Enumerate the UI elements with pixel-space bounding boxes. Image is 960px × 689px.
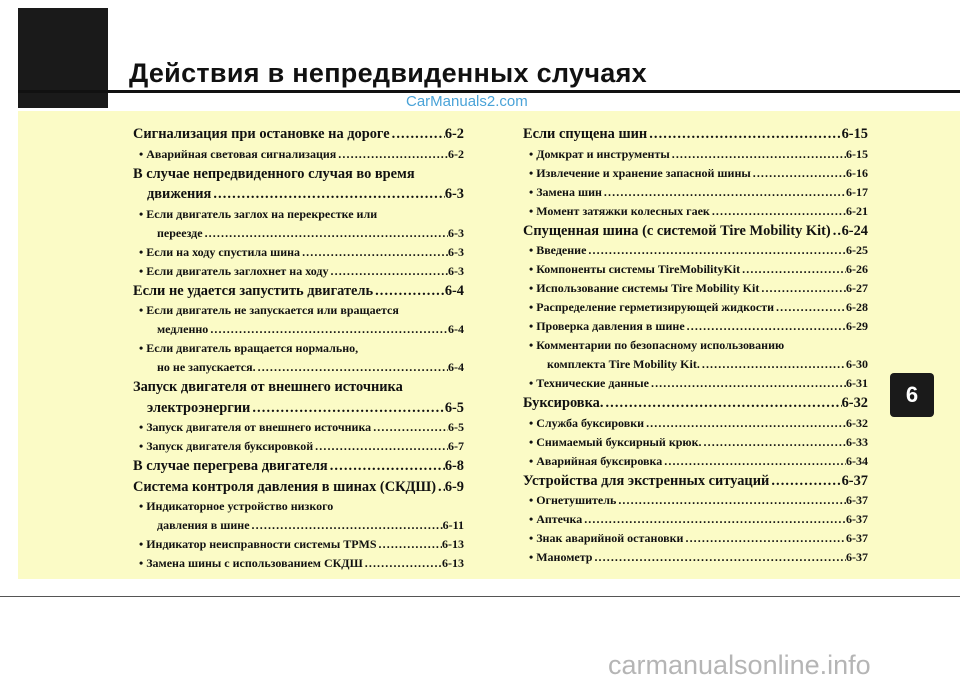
toc-entry-title: • Домкрат и инструменты xyxy=(529,146,670,161)
toc-dot-leader xyxy=(592,548,846,567)
toc-entry-title: • Проверка давления в шине xyxy=(529,319,685,333)
toc-dot-leader xyxy=(649,374,846,393)
toc-entry-title: • Запуск двигателя от внешнего источника xyxy=(139,420,372,434)
toc-entry-title: • Аварийная световая сигнализация xyxy=(139,146,337,161)
toc-page-number: 6-34 xyxy=(846,453,868,468)
watermark-bottom: carmanualsonline.info xyxy=(608,650,871,680)
toc-entry[interactable] xyxy=(523,221,868,242)
toc-entry-title: Запуск двигателя от внешнего источника xyxy=(133,379,403,395)
toc-entry[interactable] xyxy=(523,164,868,183)
toc-entry-title: • Распределение герметизирующей жидкости xyxy=(529,300,775,314)
toc-entry-title: • Комментарии по безопасному использованию xyxy=(529,338,785,352)
toc-entry[interactable] xyxy=(523,260,868,279)
toc-dot-leader xyxy=(740,260,846,279)
toc-page-number: 6-13 xyxy=(442,537,464,551)
toc-entry-title: • Если двигатель заглох на перекрестке или xyxy=(139,206,378,221)
toc-page-number: 6-5 xyxy=(444,399,464,416)
toc-dot-leader xyxy=(300,243,448,262)
toc-page-number: 6-3 xyxy=(448,263,464,278)
toc-page-number: 6-25 xyxy=(846,243,868,257)
toc-dot-leader xyxy=(363,554,442,573)
toc-entry[interactable] xyxy=(523,548,868,567)
header-black-block xyxy=(18,8,108,108)
toc-entry[interactable] xyxy=(523,298,868,317)
toc-dot-leader xyxy=(644,414,846,433)
toc-entry[interactable] xyxy=(523,452,868,471)
toc-entry[interactable] xyxy=(133,477,464,498)
toc-dot-leader xyxy=(208,320,448,339)
toc-dot-leader xyxy=(373,281,445,302)
toc-dot-leader xyxy=(329,262,449,281)
toc-entry-title: В случае непредвиденного случая во время xyxy=(133,165,415,182)
toc-entry[interactable] xyxy=(523,414,868,433)
toc-page-number: 6-26 xyxy=(846,262,868,276)
toc-dot-leader xyxy=(769,471,841,492)
toc-page-number: 6-33 xyxy=(846,434,868,449)
toc-entry[interactable] xyxy=(133,418,464,437)
watermark-top: CarManuals2.com xyxy=(406,93,528,110)
toc-dot-leader xyxy=(759,279,846,298)
toc-entry-title: Буксировка. xyxy=(523,395,604,411)
toc-page-number: 6-27 xyxy=(846,281,868,295)
toc-entry[interactable] xyxy=(133,535,464,554)
toc-right-column xyxy=(523,124,868,567)
toc-dot-leader xyxy=(250,516,443,535)
toc-entry[interactable] xyxy=(133,205,464,224)
toc-entry-title: • Запуск двигателя буксировкой xyxy=(139,439,314,453)
toc-page-number: 6-37 xyxy=(846,493,868,507)
toc-dot-leader xyxy=(616,491,846,510)
toc-page-number: 6-4 xyxy=(448,322,464,336)
toc-dot-leader xyxy=(203,224,448,243)
toc-entry[interactable] xyxy=(133,281,464,302)
toc-entry[interactable] xyxy=(523,355,868,374)
toc-page-number: 6-13 xyxy=(442,556,464,570)
toc-page-number: 6-2 xyxy=(448,146,464,161)
toc-entry-title: переезде xyxy=(157,225,203,240)
toc-entry-title: • Использование системы Tire Mobility Kit xyxy=(529,281,760,295)
toc-page-number: 6-8 xyxy=(444,458,464,474)
toc-entry-title: Устройства для экстренных ситуаций xyxy=(523,472,770,489)
toc-entry-title: • Момент затяжки колесных гаек xyxy=(529,203,710,218)
toc-dot-leader xyxy=(710,202,846,221)
toc-entry[interactable] xyxy=(133,437,464,456)
toc-page-number: 6-15 xyxy=(841,126,868,142)
toc-entry[interactable] xyxy=(133,301,464,320)
toc-entry-title: • Служба буксировки xyxy=(529,415,645,430)
toc-page-number: 6-24 xyxy=(841,222,868,239)
toc-entry[interactable] xyxy=(523,145,868,164)
toc-dot-leader xyxy=(603,393,841,414)
toc-dot-leader xyxy=(211,184,444,205)
toc-entry-title: • Компоненты системы TireMobilityKit xyxy=(529,262,741,276)
toc-page-number: 6-37 xyxy=(846,550,868,564)
toc-dot-leader xyxy=(670,145,846,164)
toc-page-number: 6-37 xyxy=(841,472,868,489)
toc-entry-title: • Если двигатель не запускается или вращается xyxy=(139,303,399,317)
toc-dot-leader xyxy=(647,124,841,145)
toc-entry-title: Если не удается запустить двигатель xyxy=(133,282,374,299)
toc-page-number: 6-15 xyxy=(846,146,868,161)
toc-page-number: 6-31 xyxy=(846,376,868,390)
toc-page-number: 6-16 xyxy=(846,165,868,180)
toc-entry-title: • Технические данные xyxy=(529,376,649,390)
toc-entry-title: • Аптечка xyxy=(529,512,583,526)
toc-entry[interactable] xyxy=(133,164,464,185)
toc-entry-title: • Если двигатель вращается нормально, xyxy=(139,341,359,355)
toc-page-number: 6-9 xyxy=(444,478,464,495)
toc-entry-title: комплекта Tire Mobility Kit. xyxy=(547,357,700,371)
toc-page-number: 6-3 xyxy=(448,244,464,259)
toc-dot-leader xyxy=(700,355,846,374)
toc-entry[interactable] xyxy=(133,377,464,398)
toc-dot-leader xyxy=(831,221,842,242)
toc-entry-title: В случае перегрева двигателя xyxy=(133,458,328,474)
toc-entry[interactable] xyxy=(523,491,868,510)
toc-entry-title: • Огнетушитель xyxy=(529,493,617,507)
toc-dot-leader xyxy=(586,241,846,260)
toc-entry[interactable] xyxy=(133,339,464,358)
toc-entry-title: • Индикаторное устройство низкого xyxy=(139,499,334,513)
toc-entry-title: движения xyxy=(147,186,212,202)
toc-entry[interactable] xyxy=(523,393,868,414)
toc-dot-leader xyxy=(685,317,846,336)
toc-left-column xyxy=(133,124,464,573)
toc-page-number: 6-11 xyxy=(442,518,464,532)
toc-entry[interactable] xyxy=(523,124,868,145)
toc-entry-title: • Если двигатель заглохнет на ходу xyxy=(139,263,329,278)
toc-entry-title: давления в шине xyxy=(157,518,250,532)
toc-page-number: 6-5 xyxy=(448,420,464,434)
toc-page-number: 6-32 xyxy=(846,415,868,430)
toc-entry[interactable] xyxy=(523,529,868,548)
toc-entry-title: • Замена шины с использованием СКДШ xyxy=(139,556,363,570)
toc-entry-title: • Снимаемый буксирный крюк. xyxy=(529,434,702,449)
toc-entry[interactable] xyxy=(133,243,464,262)
toc-dot-leader xyxy=(436,477,445,498)
toc-dot-leader xyxy=(313,437,448,456)
toc-entry[interactable] xyxy=(523,471,868,492)
toc-dot-leader xyxy=(774,298,846,317)
page-title: Действия в непредвиденных случаях xyxy=(129,58,647,88)
toc-entry[interactable] xyxy=(133,184,464,205)
toc-entry-title: • Знак аварийной остановки xyxy=(529,531,684,545)
toc-page-number: 6-17 xyxy=(846,184,868,199)
toc-entry-title: • Аварийная буксировка xyxy=(529,453,663,468)
toc-entry[interactable] xyxy=(133,358,464,377)
toc-entry[interactable] xyxy=(523,183,868,202)
toc-dot-leader xyxy=(683,529,846,548)
toc-dot-leader xyxy=(662,452,846,471)
toc-dot-leader xyxy=(602,183,846,202)
toc-entry-title: • Индикатор неисправности системы TPMS xyxy=(139,537,377,551)
toc-dot-leader xyxy=(250,398,444,419)
toc-page-number: 6-37 xyxy=(846,531,868,545)
toc-page-number: 6-37 xyxy=(846,512,868,526)
toc-dot-leader xyxy=(702,433,846,452)
toc-entry-title: электроэнергии xyxy=(147,399,251,416)
toc-entry[interactable] xyxy=(133,456,464,477)
toc-entry[interactable] xyxy=(523,374,868,393)
toc-entry[interactable] xyxy=(133,516,464,535)
toc-dot-leader xyxy=(751,164,846,183)
toc-entry-title: • Замена шин xyxy=(529,184,602,199)
toc-entry[interactable] xyxy=(133,554,464,573)
toc-page-number: 6-3 xyxy=(444,186,464,202)
toc-page-number: 6-7 xyxy=(448,439,464,453)
toc-page-number: 6-29 xyxy=(846,319,868,333)
toc-entry-title: • Введение xyxy=(529,243,587,257)
toc-entry[interactable] xyxy=(523,202,868,221)
toc-dot-leader xyxy=(377,535,442,554)
toc-entry[interactable] xyxy=(133,320,464,339)
toc-page-number: 6-4 xyxy=(448,360,464,374)
toc-dot-leader xyxy=(256,358,448,377)
toc-entry[interactable] xyxy=(133,145,464,164)
toc-entry-title: • Манометр xyxy=(529,550,593,564)
toc-dot-leader xyxy=(371,418,448,437)
toc-page-number: 6-28 xyxy=(846,300,868,314)
toc-page-number: 6-30 xyxy=(846,357,868,371)
chapter-tab[interactable]: 6 xyxy=(890,373,934,417)
toc-page-number: 6-21 xyxy=(846,203,868,218)
toc-entry-title: но не запускается. xyxy=(157,360,256,374)
toc-page-number: 6-3 xyxy=(448,225,464,240)
toc-entry-title: • Извлечение и хранение запасной шины xyxy=(529,165,751,180)
toc-entry-title: Если спущена шин xyxy=(523,126,648,142)
toc-entry[interactable] xyxy=(523,433,868,452)
toc-page-number: 6-32 xyxy=(841,395,868,411)
toc-entry-title: медленно xyxy=(157,322,209,336)
toc-entry-title: Сигнализация при остановке на дороге xyxy=(133,126,390,142)
bottom-rule xyxy=(0,596,960,597)
toc-entry[interactable] xyxy=(133,497,464,516)
toc-entry[interactable] xyxy=(523,336,868,355)
toc-entry[interactable] xyxy=(133,398,464,419)
toc-entry[interactable] xyxy=(133,124,464,145)
toc-dot-leader xyxy=(390,124,445,145)
toc-entry-title: • Если на ходу спустила шина xyxy=(139,244,301,259)
toc-entry-title: Спущенная шина (с системой Tire Mobility Kit) xyxy=(523,222,831,239)
toc-entry[interactable] xyxy=(133,224,464,243)
toc-entry[interactable] xyxy=(523,279,868,298)
toc-entry-title: Система контроля давления в шинах (СКДШ) xyxy=(133,478,437,495)
toc-dot-leader xyxy=(336,145,448,164)
toc-entry[interactable] xyxy=(523,510,868,529)
toc-page-number: 6-4 xyxy=(444,282,464,299)
toc-entry[interactable] xyxy=(133,262,464,281)
toc-dot-leader xyxy=(328,456,445,477)
toc-entry[interactable] xyxy=(523,317,868,336)
toc-page-number: 6-2 xyxy=(444,126,464,142)
toc-entry[interactable] xyxy=(523,241,868,260)
toc-dot-leader xyxy=(582,510,846,529)
